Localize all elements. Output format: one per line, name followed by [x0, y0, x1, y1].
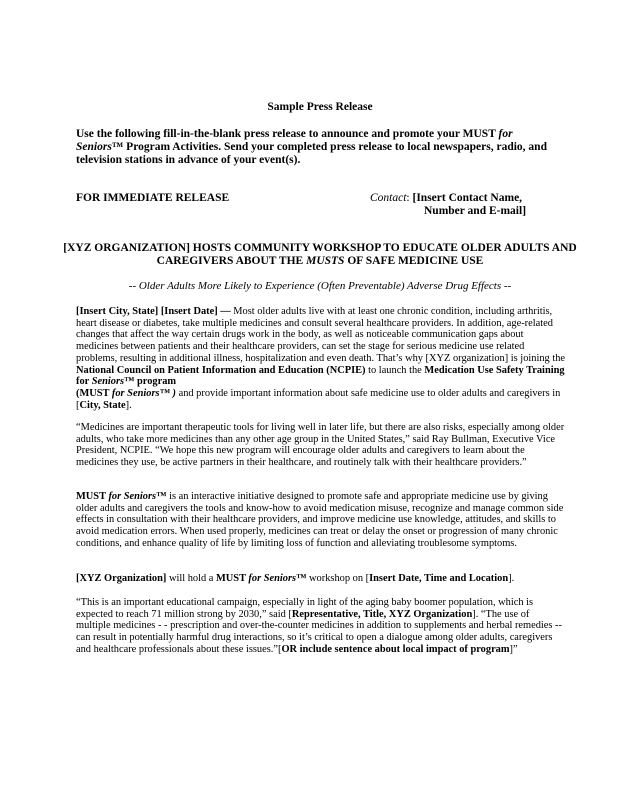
program-tm: ™ program	[124, 376, 177, 388]
headline	[60, 242, 580, 268]
headline-text: [XYZ ORGANIZATION] HOSTS COMMUNITY WORKSHOP TO EDUCATE OLDER ADULTS AND CAREGIVERS ABOUT THE	[63, 242, 577, 267]
program-must: (MUST	[76, 387, 112, 399]
workshop-must: MUST	[215, 573, 249, 584]
quote-text: “This is an important educational campaign, especially in light of the aging baby boomer population, which is expected to reach 71 million strong by 2030,” said [	[76, 597, 534, 620]
contact-line-1: [Insert Contact Name,	[412, 192, 523, 204]
date-placeholder: Insert Date, Time and Location	[369, 573, 509, 584]
must-label: MUST	[76, 491, 109, 502]
contact-label: Contact	[370, 192, 407, 204]
release-label: FOR IMMEDIATE RELEASE	[76, 192, 230, 204]
workshop-tm: ™	[296, 573, 307, 584]
instructions-text-2: Program Activities. Send your completed press release to local newspapers, radio, and television stations in advance of your event(s).	[76, 141, 547, 166]
paragraph-must-description	[76, 491, 566, 550]
workshop-text-2: workshop on [	[306, 573, 370, 584]
contact-block	[370, 192, 526, 218]
intro-text: Most older adults live with at least one chronic condition, including arthritis, heart disease or diabetes, take multiple medicines and consult several healthcare providers. In addition, age-related changes that affect the way certain drugs work in the body, as well as noticeable communication gaps about medicines between patients and their healthcare providers, can set the stage for serious medicine use related problems, resulting in additional illness, hospitalization and even death. That’s why [XYZ organization] is joining the	[76, 306, 566, 364]
must-tm: ™	[156, 491, 167, 502]
workshop-text-3: ].	[508, 573, 515, 584]
instructions-seniors: Seniors	[76, 141, 112, 153]
representative-placeholder: Representative, Title, XYZ Organization	[291, 608, 473, 620]
trademark: ™	[111, 141, 124, 153]
city-placeholder: City, State	[79, 399, 126, 411]
program-name: Medication Use Safety Training for	[76, 364, 565, 388]
intro-text-3: and provide important information about safe medicine use to older adults and caregivers in [	[76, 387, 561, 411]
ncpie-name: National Council on Patient Information and Education (NCPIE)	[76, 364, 366, 376]
headline-text-2: OF SAFE MEDICINE USE	[344, 255, 484, 267]
local-impact-placeholder: OR include sentence about local impact of program	[281, 643, 510, 655]
contact-colon: :	[406, 192, 413, 204]
instructions-text: Use the following fill-in-the-blank press release to announce and promote your MUST	[76, 128, 499, 140]
instructions	[76, 128, 566, 167]
paragraph-quote-bullman: “Medicines are important therapeutic tools for living well in later life, but there are also risks, especially among older adults, who take more medicines than any other age group in the United States,” said Ray Bullman, Executive Vice President, NCPIE. “We hope this new program will encourage older adults and caregivers to learn about the medicines they use, be active partners in their healthcare, and routinely talk with their healthcare providers.”	[76, 422, 565, 469]
paragraph-intro	[76, 306, 566, 411]
headline-musts: MUSTS	[306, 255, 345, 267]
intro-text-4: ].	[125, 399, 132, 411]
dateline: [Insert City, State] [Insert Date] ––	[76, 306, 231, 317]
workshop-text: will hold a	[166, 573, 216, 584]
quote-text-3: ]”	[509, 643, 518, 655]
document-title: Sample Press Release	[267, 101, 373, 113]
must-description-text: is an interactive initiative designed to promote safe and appropriate medicine use by giving older adults and caregivers the tools and know-how to avoid medication misuse, recognize and manage common side effects in consultation with their healthcare providers, and improve medicine use knowledge, attitudes, and skills to avoid medication errors. When used properly, medicines can treat or delay the onset or progression of many chronic conditions, and enhance quality of life by limiting loss of function and alleviating troublesome symptoms.	[76, 491, 564, 549]
instructions-for: for	[498, 128, 513, 140]
intro-text-2: to launch the	[365, 364, 425, 376]
org-placeholder: [XYZ Organization]	[76, 573, 167, 584]
workshop-for-seniors: for Seniors	[248, 573, 297, 584]
program-tm-close: ™ )	[159, 387, 176, 399]
quote-text-2: ]. “The use of multiple medicines - - prescription and over-the-counter medicines in addition to supplements and herbal remedies -- can result in potentially harmful drug interactions, so it’s critical to open a dialogue among older adults, caregivers and healthcare professionals about these issues.”[	[76, 608, 562, 655]
program-for-seniors: for Seniors	[111, 387, 160, 399]
paragraph-workshop	[76, 573, 566, 585]
contact-line-2: Number and E-mail]	[424, 205, 527, 217]
must-for-seniors: for Seniors	[108, 491, 157, 502]
subheadline: -- Older Adults More Likely to Experience (Often Preventable) Adverse Drug Effects --	[128, 280, 512, 292]
paragraph-quote-representative	[76, 597, 566, 656]
program-seniors: Seniors	[91, 376, 125, 388]
